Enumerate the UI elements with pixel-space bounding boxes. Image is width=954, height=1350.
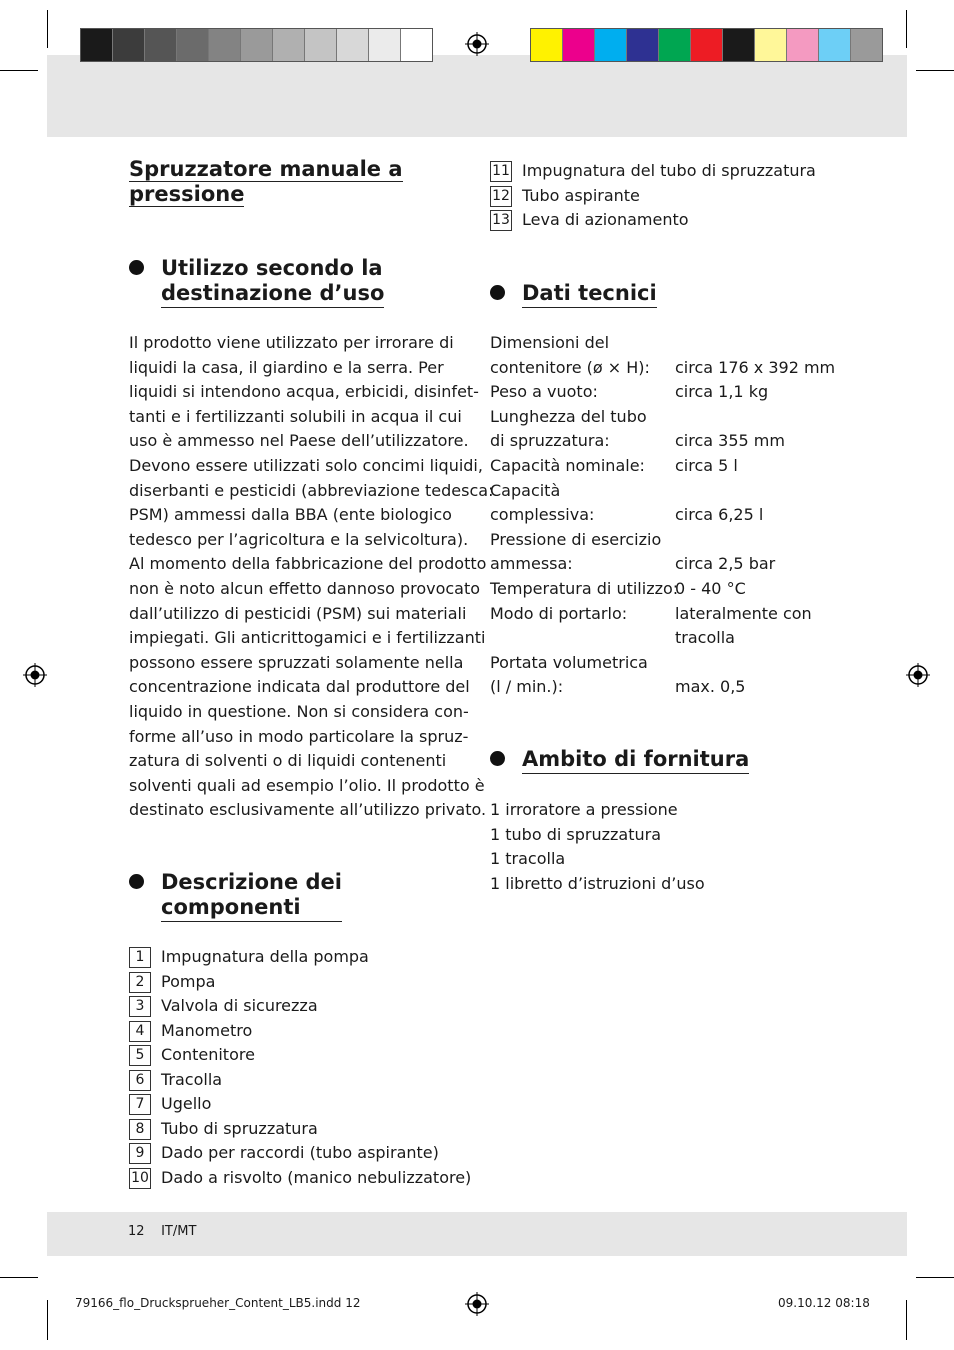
tech-key: Dimensioni del <box>490 333 610 352</box>
tech-value: circa 176 x 392 mm <box>675 357 836 377</box>
component-number: 11 <box>490 161 512 182</box>
crop-mark <box>906 1300 907 1340</box>
supply-list <box>490 798 705 896</box>
crop-mark <box>0 1277 38 1278</box>
paragraph-line: solventi quali ad esempio l’olio. Il prodotto è <box>129 775 485 795</box>
tech-row <box>490 356 850 381</box>
tech-row <box>490 552 850 577</box>
tech-key: di spruzzatura: <box>490 431 610 451</box>
color-swatch <box>81 29 113 61</box>
color-swatch <box>595 29 627 61</box>
tech-data-table <box>490 331 850 700</box>
paragraph-line: liquidi si intendono acqua, erbicidi, disinfet- <box>129 382 479 402</box>
color-swatch <box>177 29 209 61</box>
color-swatch <box>531 29 563 61</box>
tech-value: circa 355 mm <box>675 431 785 451</box>
tech-value: 0 - 40 °C <box>675 578 746 598</box>
color-swatch <box>337 29 369 61</box>
component-label: Tubo di spruzzatura <box>161 1118 318 1138</box>
component-number: 8 <box>129 1119 151 1140</box>
tech-row <box>490 675 850 700</box>
paragraph-line: possono essere spruzzati solamente nella <box>129 652 464 672</box>
usage-heading: Utilizzo secondo la destinazione d’uso <box>161 256 384 308</box>
page-title: Spruzzatore manuale a pressione <box>129 157 403 206</box>
tech-key: Capacità nominale: <box>490 455 645 475</box>
component-number: 10 <box>129 1168 151 1189</box>
color-swatch <box>273 29 305 61</box>
component-label: Manometro <box>161 1020 253 1040</box>
registration-mark-icon <box>23 663 47 687</box>
color-swatch <box>209 29 241 61</box>
tech-key: Lunghezza del tubo <box>490 406 647 426</box>
component-number: 5 <box>129 1045 151 1066</box>
paragraph-line: liquidi la casa, il giardino e la serra. Per <box>129 357 444 377</box>
tech-key: Temperatura di utilizzo: <box>490 578 679 598</box>
paragraph-line: Il prodotto viene utilizzato per irrorare di <box>129 333 454 352</box>
tech-key: ammessa: <box>490 554 573 574</box>
color-swatch <box>305 29 337 61</box>
tech-key: complessiva: <box>490 505 595 525</box>
paragraph-line: Devono essere utilizzati solo concimi liquidi, <box>129 455 483 475</box>
color-swatch <box>787 29 819 61</box>
paragraph-line: liquido in questione. Non si considera con- <box>129 701 469 721</box>
component-number: 9 <box>129 1143 151 1164</box>
header-band <box>47 55 907 137</box>
component-label: Impugnatura della pompa <box>161 947 369 966</box>
paragraph-line: uso è ammesso nel Paese dell’utilizzatore. <box>129 431 469 451</box>
tech-key: Peso a vuoto: <box>490 382 598 402</box>
component-number: 6 <box>129 1070 151 1091</box>
paragraph-line: Al momento della fabbricazione del prodotto <box>129 554 487 574</box>
paragraph-line: tanti e i fertilizzanti solubili in acqua il cui <box>129 406 462 426</box>
supply-item: 1 tubo di spruzzatura <box>490 824 662 844</box>
color-bar <box>530 28 883 62</box>
color-swatch <box>659 29 691 61</box>
component-number: 13 <box>490 210 512 231</box>
color-swatch <box>241 29 273 61</box>
component-number: 3 <box>129 996 151 1017</box>
color-swatch <box>113 29 145 61</box>
component-number: 4 <box>129 1021 151 1042</box>
tech-row <box>490 626 850 651</box>
tech-heading: Dati tecnici <box>522 281 657 308</box>
color-swatch <box>723 29 755 61</box>
paragraph-line: dall’utilizzo di pesticidi (PSM) sui materiali <box>129 603 467 623</box>
tech-key: Modo di portarlo: <box>490 603 628 623</box>
usage-paragraph <box>129 331 494 823</box>
crop-mark <box>47 1300 48 1340</box>
tech-value: circa 6,25 l <box>675 505 764 525</box>
component-label: Leva di azionamento <box>522 210 689 229</box>
tech-value: circa 1,1 kg <box>675 382 769 402</box>
component-number: 1 <box>129 947 151 968</box>
color-swatch <box>563 29 595 61</box>
component-label: Tracolla <box>161 1069 223 1089</box>
component-label: Tubo aspirante <box>522 185 640 205</box>
paragraph-line: non è noto alcun effetto dannoso provocato <box>129 578 481 598</box>
tech-row <box>490 429 850 454</box>
tech-key: Pressione di esercizio <box>490 529 662 549</box>
tech-row <box>490 602 850 627</box>
bullet-icon <box>129 260 144 275</box>
page-number: 12 IT/MT <box>128 1224 197 1239</box>
tech-row <box>490 454 850 479</box>
crop-mark <box>47 10 48 48</box>
supply-item: 1 tracolla <box>490 849 566 869</box>
tech-row <box>490 405 850 430</box>
tech-value: max. 0,5 <box>675 677 746 697</box>
paragraph-line: tedesco per l’agricoltura e la selvicoltura). <box>129 529 469 549</box>
file-info: 79166_flo_Drucksprueher_Content_LB5.indd 12 <box>75 1296 361 1310</box>
component-label: Contenitore <box>161 1045 255 1064</box>
component-label: Impugnatura del tubo di spruzzatura <box>522 161 816 180</box>
bullet-icon <box>490 285 505 300</box>
component-label: Pompa <box>161 971 216 991</box>
tech-row <box>490 577 850 602</box>
tech-value: circa 2,5 bar <box>675 554 776 574</box>
color-swatch <box>755 29 787 61</box>
language-code: IT/MT <box>161 1224 197 1239</box>
tech-row <box>490 331 850 356</box>
component-label: Ugello <box>161 1094 212 1113</box>
tech-key: contenitore (ø × H): <box>490 357 650 377</box>
paragraph-line: destinato esclusivamente all’utilizzo privato. <box>129 800 487 820</box>
color-swatch <box>851 29 882 61</box>
color-swatch <box>627 29 659 61</box>
registration-mark-icon <box>906 663 930 687</box>
crop-mark <box>0 70 38 71</box>
tech-row <box>490 479 850 504</box>
tech-row <box>490 380 850 405</box>
paragraph-line: zatura di solventi o di liquidi contenenti <box>129 751 447 771</box>
supply-item: 1 irroratore a pressione <box>490 800 678 819</box>
tech-row <box>490 528 850 553</box>
components-heading: Descrizione dei componenti <box>161 870 342 922</box>
paragraph-line: impiegati. Gli anticrittogamici e i fertilizzanti <box>129 628 486 648</box>
paragraph-line: concentrazione indicata dal produttore del <box>129 677 470 697</box>
tech-value: tracolla <box>675 628 735 648</box>
registration-mark-icon <box>465 32 489 56</box>
crop-mark <box>906 10 907 48</box>
component-number: 7 <box>129 1094 151 1115</box>
crop-mark <box>916 70 954 71</box>
component-label: Dado per raccordi (tubo aspirante) <box>161 1143 439 1162</box>
color-swatch <box>145 29 177 61</box>
color-swatch <box>819 29 851 61</box>
color-swatch <box>691 29 723 61</box>
component-label: Dado a risvolto (manico nebulizzatore) <box>161 1167 472 1187</box>
color-swatch <box>401 29 432 61</box>
print-date: 09.10.12 08:18 <box>778 1296 870 1310</box>
color-swatch <box>369 29 401 61</box>
crop-mark <box>916 1277 954 1278</box>
component-number: 12 <box>490 186 512 207</box>
tech-value: circa 5 l <box>675 455 738 475</box>
tech-row <box>490 503 850 528</box>
component-number: 2 <box>129 972 151 993</box>
tech-row <box>490 651 850 676</box>
tech-value: lateralmente con <box>675 603 812 623</box>
supply-item: 1 libretto d’istruzioni d’uso <box>490 873 705 893</box>
registration-mark-icon <box>465 1292 489 1316</box>
grayscale-bar <box>80 28 433 62</box>
paragraph-line: diserbanti e pesticidi (abbreviazione tedesca: <box>129 480 494 500</box>
component-label: Valvola di sicurezza <box>161 996 318 1015</box>
tech-key: Portata volumetrica <box>490 652 648 672</box>
tech-key: Capacità <box>490 480 561 500</box>
bullet-icon <box>129 874 144 889</box>
supply-heading: Ambito di fornitura <box>522 747 749 774</box>
paragraph-line: PSM) ammessi dalla BBA (ente biologico <box>129 505 452 525</box>
tech-key: (l / min.): <box>490 677 564 697</box>
paragraph-line: forme all’uso in modo particolare la spruz- <box>129 726 469 746</box>
bullet-icon <box>490 751 505 766</box>
